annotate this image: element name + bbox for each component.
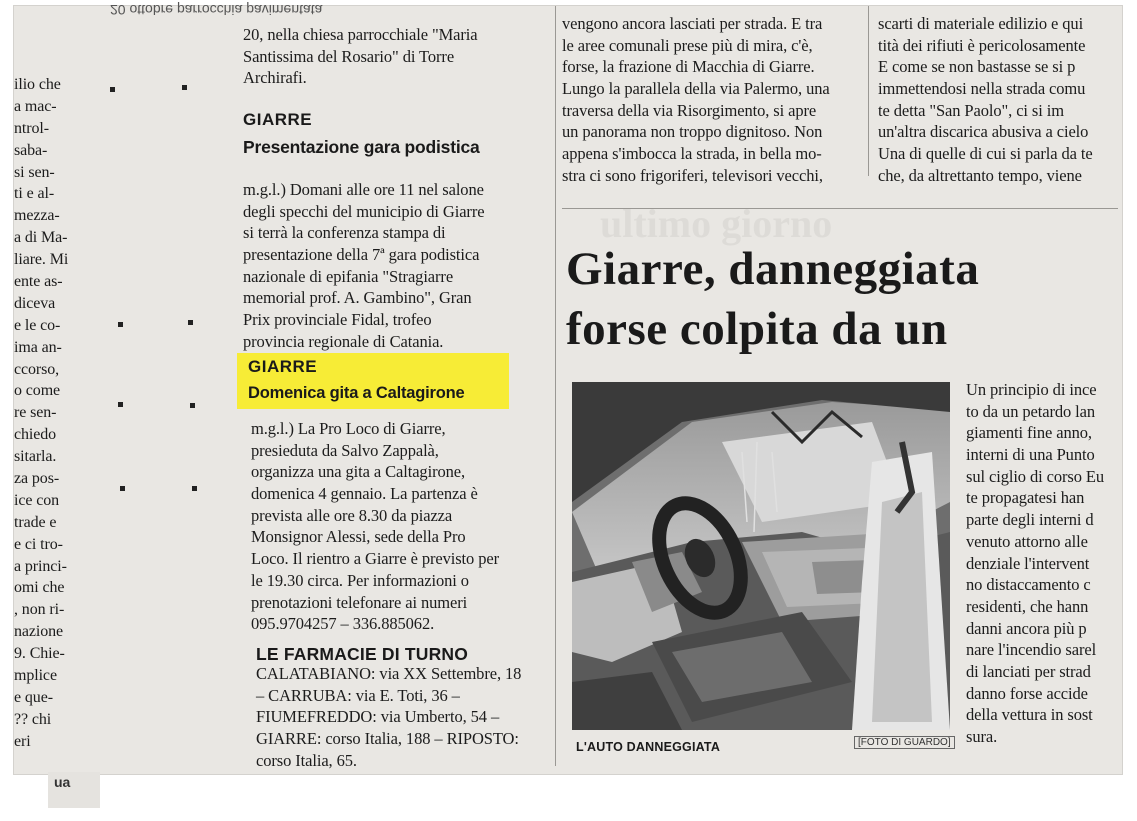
margin-dot: [188, 320, 193, 325]
column-4: [878, 13, 1118, 187]
text-line: ice con: [14, 491, 60, 509]
text-line: tità dei rifiuti è pericolosamente: [878, 35, 1086, 55]
text-line: Archirafi.: [243, 68, 307, 88]
text-line: m.g.l.) La Pro Loco di Giarre,: [251, 419, 446, 438]
text-line: saba-: [14, 141, 48, 159]
brief-1-title: Presentazione gara podistica: [243, 137, 480, 157]
photo-caption: L'AUTO DANNEGGIATA: [576, 740, 721, 754]
margin-dot: [118, 322, 123, 327]
text-line: e le co-: [14, 316, 61, 334]
text-line: re sen-: [14, 404, 57, 422]
text-line: un'altra discarica abusiva a cielo: [878, 122, 1089, 142]
pharmacy-body: [256, 663, 521, 771]
text-line: Monsignor Alessi, sede della Pro: [251, 527, 466, 547]
text-line: che, da altrettanto tempo, viene: [878, 165, 1082, 185]
text-line: sitarla.: [14, 448, 57, 466]
text-line: mezza-: [14, 207, 60, 225]
text-line: ?? chi: [14, 710, 52, 728]
photo-credit: [FOTO DI GUARDO]: [854, 736, 955, 749]
margin-dot: [110, 87, 115, 92]
text-line: Loco. Il rientro a Giarre è previsto per: [251, 549, 499, 569]
text-line: FIUMEFREDDO: via Umberto, 54 –: [256, 707, 500, 727]
text-line: ima an-: [14, 338, 62, 356]
text-line: le aree comunali prese più di mira, c'è,: [562, 35, 813, 55]
pharmacy-text: [256, 663, 521, 771]
text-line: venuto attorno alle: [966, 531, 1088, 551]
text-line: residenti, che hann: [966, 596, 1089, 616]
text-line: presentazione della 7ª gara podistica: [243, 245, 480, 265]
text-line: presieduta da Salvo Zappalà,: [251, 440, 439, 460]
text-line: parte degli interni d: [966, 510, 1094, 530]
text-line: za pos-: [14, 470, 60, 488]
text-line: sul ciglio di corso Eu: [966, 466, 1105, 486]
text-line: GIARRE: corso Italia, 188 – RIPOSTO:: [256, 729, 519, 749]
text-line: domenica 4 gennaio. La partenza è: [251, 484, 478, 504]
text-line: sura.: [966, 727, 998, 746]
text-line: CALATABIANO: via XX Settembre, 18: [256, 664, 522, 683]
text-line: danni ancora più p: [966, 618, 1087, 638]
text-line: memorial prof. A. Gambino", Gran: [243, 288, 472, 308]
headline-line-2: forse colpita da un: [566, 303, 948, 355]
text-line: vengono ancora lasciati per strada. E tra: [562, 14, 823, 33]
text-line: E come se non bastasse se si p: [878, 57, 1076, 77]
text-line: traversa della via Risorgimento, si apre: [562, 100, 817, 120]
column-rule: [868, 6, 869, 176]
text-line: si terrà la conferenza stampa di: [243, 223, 446, 243]
text-line: danno forse accide: [966, 683, 1088, 703]
text-line: nazionale di epifania "Stragiarre: [243, 266, 454, 286]
text-line: a di Ma-: [14, 229, 68, 247]
text-line: m.g.l.) Domani alle ore 11 nel salone: [243, 180, 484, 199]
folded-corner-text: ua: [54, 774, 71, 790]
text-line: giamenti fine anno,: [966, 423, 1092, 443]
text-line: e que-: [14, 688, 53, 706]
text-line: e ci tro-: [14, 535, 63, 553]
brief-2-text: [251, 418, 499, 635]
text-line: chiedo: [14, 426, 57, 444]
text-line: provincia regionale di Catania.: [243, 331, 444, 351]
column-1: [14, 74, 86, 753]
margin-dot: [118, 402, 123, 407]
text-line: omi che: [14, 579, 65, 597]
text-line: te detta "San Paolo", ci si im: [878, 100, 1064, 120]
headline-line-1: Giarre, danneggiata: [566, 243, 980, 295]
text-line: interni di una Punto: [966, 445, 1095, 465]
brief-2-title: Domenica gita a Caltagirone: [248, 384, 465, 402]
text-line: prevista alle ore 8.30 da piazza: [251, 505, 453, 525]
article-text: [966, 379, 1118, 748]
text-line: trade e: [14, 513, 57, 531]
text-line: corso Italia, 65.: [256, 750, 357, 770]
text-line: nare l'incendio sarel: [966, 640, 1097, 660]
text-line: Lungo la parallela della via Palermo, una: [562, 79, 830, 99]
text-line: appena s'imbocca la strada, in bella mo-: [562, 144, 822, 164]
brief-2-body: [251, 418, 499, 635]
article-body: [966, 379, 1118, 748]
text-line: Prix provinciale Fidal, trofeo: [243, 310, 432, 330]
text-line: o come: [14, 382, 61, 400]
text-line: denziale l'intervent: [966, 553, 1090, 573]
text-line: un panorama non troppo dignitoso. Non: [562, 122, 823, 142]
text-line: eri: [14, 732, 31, 750]
damaged-car-photo: [572, 382, 950, 730]
pharmacy-title: LE FARMACIE DI TURNO: [256, 644, 469, 664]
text-line: – CARRUBA: via E. Toti, 36 –: [256, 685, 460, 705]
text-line: organizza una gita a Caltagirone,: [251, 462, 466, 482]
margin-dot: [190, 403, 195, 408]
brief-1-body: [243, 179, 484, 353]
column-2-intro-text: [243, 24, 477, 89]
column-rule: [555, 6, 556, 766]
text-line: mplice: [14, 667, 57, 685]
brief-1-label: GIARRE: [243, 110, 313, 129]
text-line: Una di quelle di cui si parla da te: [878, 144, 1093, 164]
column-3: [562, 13, 830, 187]
text-line: , non ri-: [14, 601, 65, 619]
text-line: no distaccamento c: [966, 575, 1091, 595]
margin-dot: [192, 486, 197, 491]
text-line: Santissima del Rosario" di Torre: [243, 46, 455, 66]
text-line: si sen-: [14, 163, 55, 181]
text-line: te propagatesi han: [966, 488, 1085, 508]
text-line: Un principio di ince: [966, 380, 1097, 399]
text-line: ntrol-: [14, 119, 49, 137]
text-line: della vettura in sost: [966, 705, 1093, 725]
text-line: di lanciati per strad: [966, 661, 1091, 681]
text-line: a princi-: [14, 557, 67, 575]
text-line: nazione: [14, 623, 64, 641]
mirrored-top-strip: 20 ottobre parrocchia pavimentata: [110, 2, 323, 18]
margin-dot: [182, 85, 187, 90]
text-line: ilio che: [14, 76, 61, 93]
text-line: liare. Mi: [14, 251, 69, 269]
column-2-intro: [243, 24, 477, 89]
text-line: immettendosi nella strada comu: [878, 79, 1086, 99]
text-line: scarti di materiale edilizio e qui: [878, 14, 1084, 33]
brief-1-text: [243, 179, 484, 353]
text-line: 9. Chie-: [14, 645, 65, 663]
text-line: 095.9704257 – 336.885062.: [251, 614, 435, 634]
text-line: forse, la frazione di Macchia di Giarre.: [562, 57, 815, 77]
column-1-text: [14, 74, 86, 753]
text-line: degli specchi del municipio di Giarre: [243, 201, 485, 221]
text-line: to da un petardo lan: [966, 401, 1096, 421]
text-line: ti e al-: [14, 185, 55, 203]
text-line: 20, nella chiesa parrocchiale "Maria: [243, 25, 478, 44]
column-3-text: [562, 13, 830, 187]
brief-2-label: GIARRE: [248, 357, 318, 376]
text-line: prenotazioni telefonare ai numeri: [251, 592, 468, 612]
text-line: stra ci sono frigoriferi, televisori vecchi,: [562, 165, 823, 185]
text-line: ccorso,: [14, 360, 60, 378]
text-line: ente as-: [14, 273, 63, 291]
column-4-text: [878, 13, 1118, 187]
text-line: le 19.30 circa. Per informazioni o: [251, 570, 469, 590]
text-line: diceva: [14, 294, 56, 312]
margin-dot: [120, 486, 125, 491]
text-line: a mac-: [14, 97, 57, 115]
show-through-ink: ultimo giorno: [600, 201, 833, 246]
